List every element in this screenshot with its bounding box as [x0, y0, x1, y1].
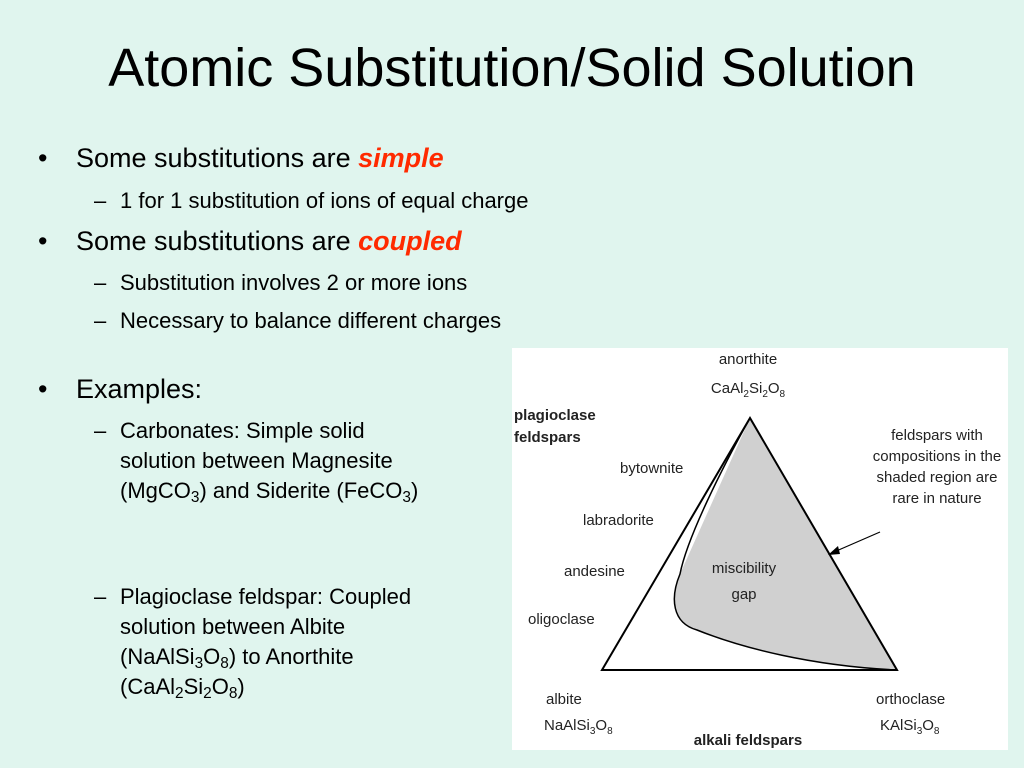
label-feldspars: feldspars — [514, 429, 581, 446]
emphasis-coupled: coupled — [358, 226, 462, 256]
note-line-1: feldspars with — [891, 427, 983, 444]
formula-anorthite: $CaAl_2Si_2O_8$ — [710, 380, 786, 400]
sub-text: Substitution involves 2 or more ions — [120, 270, 468, 295]
sub-text — [120, 582, 430, 702]
label-bytownite: bytownite — [620, 460, 684, 477]
label-alkali-feldspars: alkali feldspars — [693, 732, 803, 749]
label-oligoclase: oligoclase — [528, 611, 595, 628]
bullet-text — [76, 225, 462, 257]
miscibility-gap-region — [674, 418, 897, 670]
subscript: 3 — [190, 488, 200, 506]
text-run: ) — [410, 478, 419, 503]
bullet-marker: • — [38, 374, 48, 404]
text-run: Plagioclase feldspar: Coupled solution between Albite (NaAlSi — [120, 584, 412, 669]
sub-dash: – — [94, 418, 107, 443]
bullet-lead: Some substitutions are — [76, 143, 359, 173]
label-plagioclase: plagioclase — [514, 407, 596, 424]
subscript: 3 — [402, 488, 411, 506]
label-miscibility: miscibility — [711, 560, 777, 577]
label-labradorite: labradorite — [583, 512, 654, 529]
sub-text: Necessary to balance different charges — [120, 308, 502, 333]
note-line-2: compositions in the — [872, 448, 1002, 465]
bullet-lead: Some substitutions are — [76, 226, 359, 256]
sub-dash: – — [94, 308, 107, 333]
label-orthoclase: orthoclase — [876, 691, 946, 708]
note-line-4: rare in nature — [892, 490, 982, 507]
text-run: ) — [237, 674, 245, 699]
sub-dash: – — [94, 584, 107, 609]
text-run: ) to Anorthite (CaAl — [120, 644, 354, 699]
text-run: O — [211, 674, 229, 699]
subscript: 2 — [203, 684, 212, 702]
note-line-3: shaded region are — [876, 469, 998, 486]
feldspar-diagram-svg — [512, 348, 1008, 750]
bullet-text — [76, 142, 444, 174]
label-albite: albite — [546, 691, 582, 708]
sub-text: 1 for 1 substitution of ions of equal charge — [120, 188, 529, 213]
feldspar-diagram — [512, 348, 1008, 750]
sub-dash: – — [94, 188, 107, 213]
text-run: O — [203, 644, 221, 669]
text-run: Carbonates: Simple solid solution between Magnesite (MgCO — [120, 418, 393, 503]
note-arrow-line — [834, 532, 880, 552]
text-run: Si — [183, 674, 204, 699]
slide-title: Atomic Substitution/Solid Solution — [108, 38, 916, 98]
bullet-text: Examples: — [76, 374, 203, 404]
label-gap: gap — [731, 586, 757, 603]
sub-text — [120, 416, 420, 506]
note-arrow-head — [828, 546, 840, 555]
bullet-marker: • — [38, 143, 48, 173]
subscript: 3 — [194, 654, 204, 672]
emphasis-simple: simple — [358, 143, 444, 173]
label-anorthite: anorthite — [718, 351, 778, 368]
subscript: 8 — [220, 654, 229, 672]
label-andesine: andesine — [564, 563, 625, 580]
subscript: 8 — [228, 684, 238, 702]
bullet-marker: • — [38, 226, 48, 256]
subscript: 2 — [175, 684, 184, 702]
formula-orthoclase: $KAlSi_3O_8$ — [880, 717, 940, 737]
sub-dash: – — [94, 270, 107, 295]
text-run: ) and Siderite (FeCO — [199, 478, 403, 503]
formula-albite: $NaAlSi_3O_8$ — [544, 717, 613, 737]
